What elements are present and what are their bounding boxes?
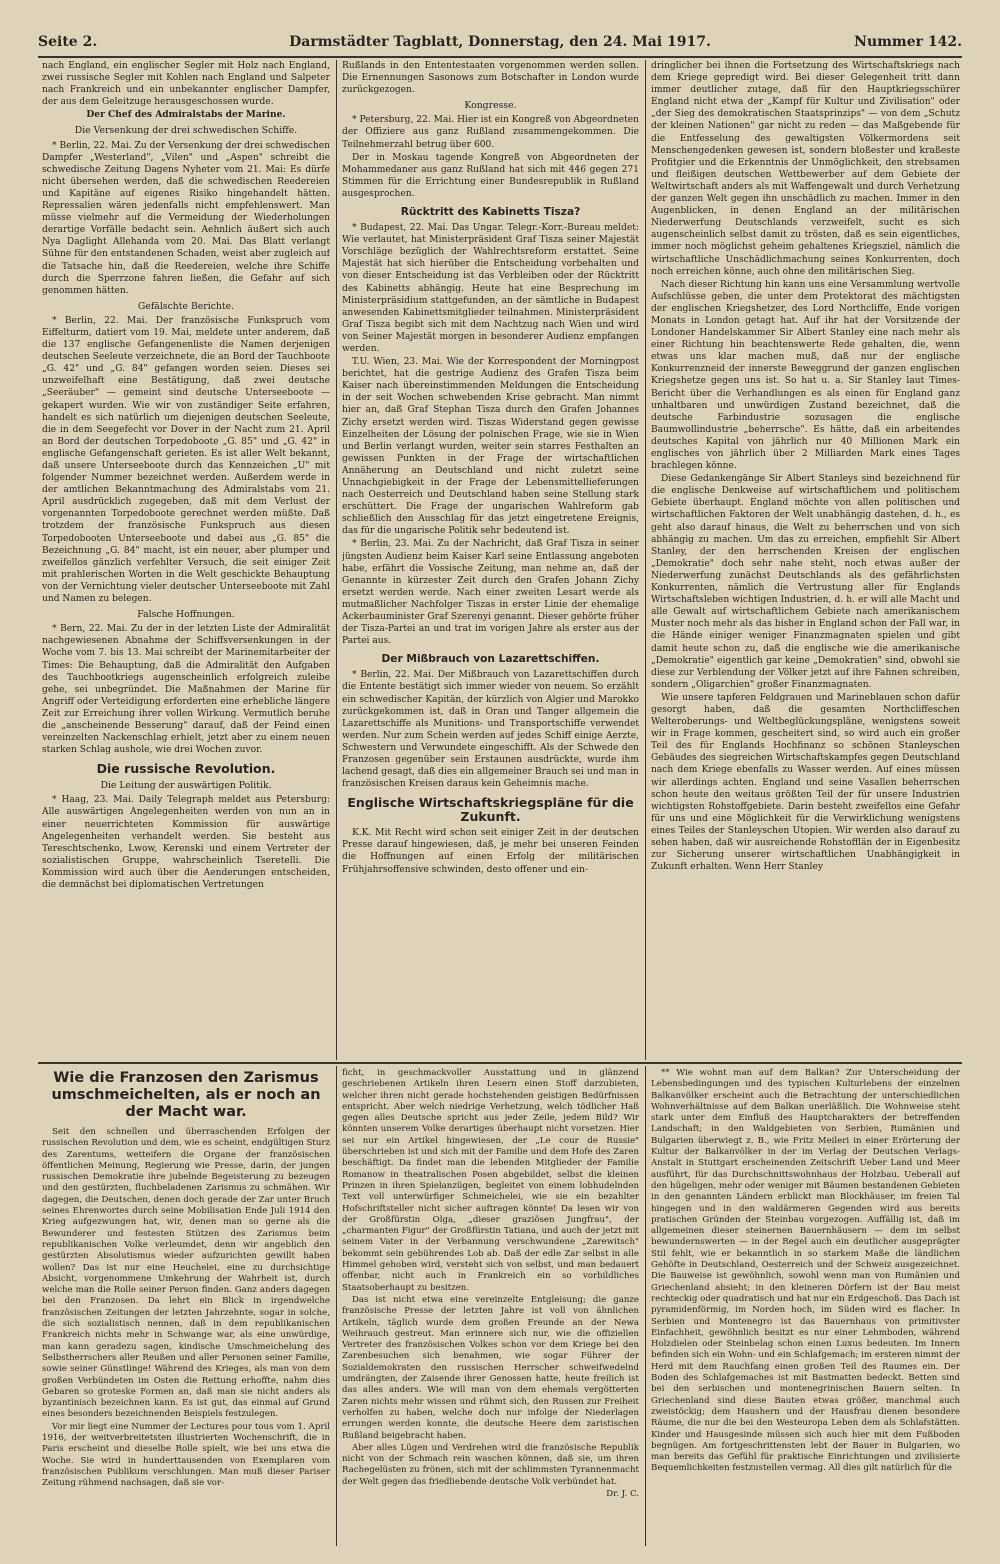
- masthead-rule: [38, 56, 962, 58]
- headline: Der Mißbrauch von Lazarettschiffen.: [381, 653, 600, 666]
- paragraph: Das ist nicht etwa eine vereinzelte Entgleisung; die ganze französische Presse der letzten Jahre ist voll von ähnlichen Artikeln, täglich wurde dem großen Freunde an der Newa Weihrauch gestreut. Man erinnere sich nur, wie die offiziellen Vertreter des französischen Volkes schon vor dem Kriege bei den Zarenbesuchen sich benahmen, wie sogar Führer der Sozialdemokraten den russischen Herrscher schweifwedelnd umdrängten, der Zaisende ihrer Genossen hatte, heute freilich ist das alles anders. Wie will man von dem ehemals vergötterten Zaren nichts mehr wissen und rühmt sich, den Russen zur Freiheit verholfen zu haben, welche doch nur infolge der Niederlagen errungen werden konnte, die deutsche Heere dem zaristischen Rußland beigebracht haben.: [342, 1294, 639, 1441]
- bottom-column-2: [342, 1068, 639, 1552]
- column-divider-1: [336, 60, 337, 1060]
- paragraph: Wie unsere tapferen Feldgrauen und Marineblauen schon dafür gesorgt haben, daß die gesamten Northcliffeschen Welteroberungs- und Weltbeglückungspläne, wenigstens soweit wir in Frage kommen, gescheitert sind, so wird auch ein großer Teil des für Englands Hochfinanz so schönen Stanleyschen Gebäudes des siegreichen Wirtschaftskampfes gegen Deutschland nach dem Kriege ebenfalls zu Wasser werden. Auf eines müssen wir allerdings achten. England und seine Vasallen beherrschen schon heute den weitaus größten Teil der für unsere Industrien wichtigsten Rohstoffgebiete. Darin besteht zweifellos eine Gefahr für uns und eine Möglichkeit für die Verwirklichung wenigstens eines Teiles der Stanleyschen Utopien. Wir werden also darauf zu sehen haben, daß wir ausreichende Rohstofflän der in Eigenbesitz zur Sicherung unserer wirtschaftlichen Unabhängigkeit in Zukunft erhalten. Wenn Herr Stanley: [651, 692, 960, 873]
- paragraph: * Berlin, 22. Mai. Der Mißbrauch von Lazarettschiffen durch die Entente bestätigt sich immer wieder von neuem. So erzählt ein schwedischer Kapitän, der kürzlich von Algier und Marokko zurückgekommen ist, daß in Oran und Tanger allgemein die Lazarettschiffe als Munitions- und Transportschiffe verwendet werden. Nur zum Schein werden auf jedes Schiff einige Aerzte, Schwestern und Verwundete eingeschifft. Als der Schwede den Franzosen gegenüber sein Erstaunen ausdrückte, wurde ihm lachend gesagt, daß dies ein allgemeiner Brauch sei und man in französischen Kreisen daraus kein Geheimnis mache.: [342, 670, 639, 790]
- paragraph: * Berlin, 23. Mai. Zu der Nachricht, daß Graf Tisza in seiner jüngsten Audienz beim Kaiser Karl seine Entlassung angeboten habe, erfährt die Vossische Zeitung, man nehme an, daß der Genannte in kürzester Zeit durch den Grafen Johann Zichy ersetzt werden werde. Nach einer zweiten Lesart werde als mutmaßlicher Nachfolger Tiszas in erster Linie der ehemalige Ackerbauminister Graf Szerenyi genannt. Dieser gehörte früher der Tisza-Partei an und trat im vorigen Jahre als erster aus der Partei aus.: [342, 539, 639, 647]
- paragraph: T.U. Wien, 23. Mai. Wie der Korrespondent der Morningpost berichtet, hat die gestrige Audienz des Grafen Tisza beim Kaiser nach übereinstimmenden Meldungen die Entscheidung in der seit Wochen schwebenden Krise gebracht. Man nimmt hier an, daß Graf Stephan Tisza durch den Grafen Johannes Zichy ersetzt werden wird. Tiszas Widerstand gegen gewisse Einzelheiten der Lösung der polnischen Frage, wie sie in Wien und Berlin verlangt wurden, weiter sein starres Festhalten an gewissen Punkten in der Frage der wirtschaftlichen Annäherung an Deutschland und nicht zuletzt seine Unnachgiebigkeit in der Frage der Lebensmittellieferungen nach Oesterreich und Deutschland haben seine Stellung stark erschüttert. Die Frage der ungarischen Wahlreform gab schließlich den Ausschlag für das jetzt eingetretene Ereignis, das für die ungarische Politik sehr bedeutend ist.: [342, 357, 639, 537]
- paragraph: Vor mir liegt eine Nummer der Lectures pour tous vom 1. April 1916, der weitverbreitetsten illustrierten Wochenschrift, die in Paris erscheint und dieselbe Rolle spielt, wie bei uns etwa die Woche. Sie wird in hunderttausenden von Exemplaren vom französischen Publikum verschlungen. Man muß dieser Pariser Zeitung rühmend nachsagen, daß sie vor-: [42, 1421, 330, 1489]
- signature: Dr. J. C.: [606, 1488, 639, 1499]
- paragraph: * Berlin, 22. Mai. Zu der Versenkung der drei schwedischen Dampfer „Westerland", „Vilen" und „Aspen" schreibt die schwedische Zeitung Dagens Nyheter vom 21. Mai: Es dürfe nicht übersehen werden, daß die schwedischen Reedereien und Kapitäne auf eigenes Risiko hingehandelt hätten. Repressalien wären jedenfalls nicht empfehlenswert. Man müsse vielmehr auf die Vermeidung der Wiederholungen derartige Vorfälle bedacht sein. Aehnlich äußert sich auch Nya Daglight Allehanda vom 20. Mai. Das Blatt verlangt Sühne für den entstandenen Schaden, weist aber zugleich auf die Tatsache hin, daß die Reedereien, welche ihre Schiffe durch die Sperrzone fahren ließen, die Gefahr auf sich genommen hätten.: [42, 140, 330, 296]
- column-divider-2: [645, 60, 646, 1060]
- bottom-column-1: [42, 1068, 330, 1552]
- paragraph: Seit den schnellen und überraschenden Erfolgen der russischen Revolution und dem, wie es scheint, endgültigen Sturz des Zarentums, wetteifern die Organe der französischen öffentlichen Meinung, Regierung wie Presse, darin, der jungen russischen Demokratie ihre jubelnde Begeisterung zu bezeugen und den gestürzten, fluchbeladenen Zarismus zu schmähen. Wir dagegen, die Deutschen, denen doch gerade der Zar unter Bruch seines Ehrenwortes durch seine Mobilisation Ende Juli 1914 den Krieg aufgezwungen hat, wir, denen man so gerne als die Bewunderer und festesten Stützen des Zarismus beim republikanischen Volke verleumdet, denn wir angeblich den gestürzten Absolutismus wieder aufzurichten gewillt haben wollen? Das ist nur eine Heuchelei, eine zu durchsichtige Absicht, vorgenommene Umkehrung der Wahrheit ist, durch welche man die Rolle seiner Person finden. Ganz anders dagegen bei den Franzosen. Da lehrt ein Blick in irgendwelche französischen Zeitungen der letzten Jahrzehnte, sogar in solche, die sich sozialistisch nennen, daß in dem republikanischen Frankreich nichts mehr in Schwange war, als eine unwürdige, man kann geradezu sagen, kindische Umschmeichelung des Selbstherrschers aller Reußen und aller Personen seiner Familie, sowie seiner Günstlinge! Während des Krieges, als man von dem großen Verbündeten im Osten die Rettung erhoffte, nahm dies Gebaren so groteske Formen an, daß man sie nicht anders als byzantinisch bezeichnen kann. Es ist gut, das einmal auf Grund eines besonders bezeichnenden Beispiels festzulegen.: [42, 1127, 330, 1420]
- paragraph: * Budapest, 22. Mai. Das Ungar. Telegr.-Korr.-Bureau meldet: Wie verlautet, hat Ministerpräsident Graf Tisza seiner Majestät Vorschläge bezüglich der Wahlrechtsreform erstattet. Seine Majestät hat sich hierüber die Entscheidung vorbehalten und von dieser Entscheidung ist das Verbleiben oder der Rücktritt des Kabinetts abhängig. Heute hat eine Besprechung im Ministerpräsidium stattgefunden, an der sämtliche in Budapest anwesenden Kabinettsmitglieder teilnahmen. Ministerpräsident Graf Tisza begibt sich mit dem Nachtzug nach Wien und wird von Seiner Majestät morgen in besonderer Audienz empfangen werden.: [342, 223, 639, 354]
- newspaper-title-date: Darmstädter Tagblatt, Donnerstag, den 24. Mai 1917.: [289, 34, 711, 50]
- headline: Englische Wirtschaftskriegspläne für die Zukunft.: [347, 795, 634, 825]
- masthead: [38, 34, 962, 54]
- paragraph: K.K. Mit Recht wird schon seit einiger Zeit in der deutschen Presse darauf hingewiesen, daß, je mehr bei unseren Feinden die Hoffnungen auf einen Erfolg der militärischen Frühjahrsoffensive schwinden, desto offener und ein-: [342, 828, 639, 875]
- paragraph: Diese Gedankengänge Sir Albert Stanleys sind bezeichnend für die englische Denkweise auf wirtschaftlichem und politischem Gebiete überhaupt. England möchte von allen politischen und wirtschaftlichen Faktoren der Welt unabhängig dastehen, d. h., es geht also darauf hinaus, die Welt zu beherrschen und von sich abhängig zu machen. Um das zu erreichen, empfiehlt Sir Albert Stanley, der den herrschenden Kreisen der englischen „Demokratie" doch sehr nahe steht, noch etwas außer der Niederwerfung zunächst Deutschlands als des gefährlichsten Konkurrenten, nämlich die Vertrustung aller für Englands Wirtschaftsleben wichtigen Industrien, d. h. er will alle Macht und alle Gewalt auf wirtschaftlichem Gebiete nach amerikanischem Muster noch mehr als das bisher in England schon der Fall war, in die Hände einiger weniger Finanzmagnaten spielen und gibt damit heute schon zu, daß die englische wie die amerikanische „Demokratie" eigentlich gar keine „Demokratien" sind, obwohl sie diese zur Verblendung der Völker jetzt auf ihre Fahnen schreiben, sondern „Oligarchien" großer Finanzmagnaten.: [651, 474, 960, 690]
- subheading: Kongresse.: [464, 100, 517, 112]
- paragraph: * Haag, 23. Mai. Daily Telegraph meldet aus Petersburg: Alle auswärtigen Angelegenheiten werden von nun an in einer neuerrichteten Kommission für auswärtige Angelegenheiten verhandelt werden. Sie besteht aus Tereschtschenko, Lwow, Kerenski und einem Vertreter der sozialistischen Gruppe, wahrscheinlich Tseretelli. Die Kommission wird auch über die Aenderungen entscheiden, die demnächst bei diplomatischen Vertretungen: [42, 795, 330, 890]
- paragraph: Der in Moskau tagende Kongreß von Abgeordneten der Mohammedaner aus ganz Rußland hat sich mit 446 gegen 271 Stimmen für die Errichtung einer Bundesrepublik in Rußland ausgesprochen.: [342, 152, 639, 199]
- paragraph: Nach dieser Richtung hin kann uns eine Versammlung wertvolle Aufschlüsse geben, die unter dem Protektorat des mächtigsten der englischen Kriegshetzer, des Lord Northcliffe, Ende vorigen Monats in London getagt hat. Auf ihr hat der Vorsitzende der Londoner Handelskammer Sir Albert Stanley eine nach mehr als einer Richtung hin beachtenswerte Rede gehalten, die, wenn etwas uns klar machen muß, daß nur der englische Konkurrenzneid der innerste Beweggrund der ganzen englischen Kriegshetze gegen uns ist. So hat u. a. Sir Stanley laut Times-Bericht über die Verhandlungen es als einen für England ganz unhaltbaren und unwürdigen Zustand bezeichnet, daß die deutsche Farbindustrie sozusagen die englische Baumwollindustrie „beherrsche". Es hätte, daß ein arbeitendes deutsches Kapital von jährlich nur 40 Millionen Mark ein englisches von jährlich über 2 Milliarden Mark eines Tages brachlegen könne.: [651, 279, 960, 472]
- section-divider: [38, 1062, 962, 1064]
- column-2: [342, 60, 639, 1060]
- paragraph: Rußlands in den Ententestaaten vorgenommen werden sollen. Die Ernennungen Sasonows zum Botschafter in London wurde zurückgezogen.: [342, 61, 639, 96]
- paragraph: * Bern, 22. Mai. Zu der in der letzten Liste der Admiralität nachgewiesenen Abnahme der Schiffsversenkungen in der Woche vom 7. bis 13. Mai schreibt der Marinemitarbeiter der Times: Die Behauptung, daß die Admiralität den Aufgaben des Tauchbootkriegs augenscheinlich erfolgreich zuleibe gehe, sei unbegründet. Die Maßnahmen der Marine für Angriff oder Verteidigung erforderten eine erhebliche längere Zeit zur Erreichung ihrer vollen Wirkung. Vermutlich beruhe die „anscheinende Besserung" darauf, daß der Feind einen vereinzelten Nackenschlag erhielt, jetzt aber zu einem neuen starken Schlag aushole, wie drei Wochen zuvor.: [42, 624, 330, 756]
- paragraph: ** Wie wohnt man auf dem Balkan? Zur Unterscheidung der Lebensbedingungen und des typischen Kulturlebens der einzelnen Balkanvölker erscheint auch die Betrachtung der unterschiedlichen Wohnverhältnisse auf dem Balkan unerläßlich. Die Wohnweise steht stark unter dem Einfluß des Hauptcharakters der betreffenden Landschaft; in den Waldgebieten von Serbien, Rumänien und Bulgarien überwiegt z. B., wie Fritz Meileri in einer Erörterung der Kultur der Balkanvölker in der im Verlag der Deutschen Verlags-Anstalt in Stuttgart erscheinenden Zeitschrift Ueber Land und Meer ausführt, für das Durchschnittswohnhaus der Holzbau. Ueberall auf den hügeligen, mehr oder weniger mit Bäumen bestandenen Gebieten in den genannten Ländern erblickt man Blockhäuser, im freien Tal hingegen und in den waldärmeren Gegenden wird aus bereits pratischen Gründen der Steinbau vorgezogen. Auffällig ist, daß im allgemeinen dieser steinernen Bauernhäusern — dem im selbst bewundernswerten — in der Regel auch ein deutlicher ausgeprägter Stil fehlt, wie er bekanntlich in so starkem Maße die ländlichen Gehöfte in Deutschland, Oesterreich und der Schweiz ausgezeichnet. Die Bauweise ist gewöhnlich, sowohl wenn man von Rumänien und Griechenland absieht; in den kleineren Dörfern ist der Bau meist rechteckig oder quadratisch und hat nur ein Erdgeschoß. Das Dach ist pyramidenförmig, im Norden hoch, im Süden wird es flacher. In Serbien und Montenegro ist das Bauernhaus von primitivster Einfachheit, gewöhnlich besitzt es nur einer Lehmboden, während Holzdielen oder Steinbelag schon einen Luxus bedeuten. Im Innern befinden sich ein Wohn- und ein Schlafgemach; im ersteren nimmt der Herd mit dem Rauchfang einen großen Teil des Raumes ein. Der Boden des Schlafgemaches ist mit Bastmatten bedeckt. Betten sind bei den serbischen und montenegrinischen Bauern selten. In Griechenland sind diese Bauten etwas größer, manchmal auch zweistöckig; dem Haushern und der Hausfrau dienen besondere Räume, die nur die bei den Westeuropa Leben dem als Schlafstätten. Kinder und Hausgesinde müssen sich auch hier mit dem Fußboden begnügen. Am fortgeschrittensten lebt der Bauer in Bulgarien, wo man bereits das Gefühl für praktische Einrichtungen und zivilisierte Bequemlichkeiten festzustellen vermag. All dies gilt natürlich für die: [651, 1068, 960, 1474]
- subheading: Gefälschte Berichte.: [137, 300, 235, 312]
- paragraph: dringlicher bei ihnen die Fortsetzung des Wirtschaftskriegs nach dem Kriege gepredigt wird. Bei dieser Gelegenheit tritt dann immer deutlicher zutage, daß für den Hauptkriegsschürer England nicht etwa der „Kampf für Kultur und Zivilisation" oder „der Sieg des demokratischen Staatsprinzips" — von dem „Schutz der kleinen Nationen" gar nicht zu reden — das Maßgebende für die Entfesselung des gewaltigsten Völkermordens seit Menschengedenken gewesen ist, sondern bloßester und kraßeste Profitgier und die Erkenntnis der Unmöglichkeit, den strebsamen und fleißigen deutschen Wettbewerber auf dem Gebiete der Weltwirtschaft anders als mit Waffengewalt und durch Verhetzung der ganzen Welt gegen ihn unschädlich zu machen. Immer in den Augenblicken, in denen England an der militärischen Niederwerfung Deutschlands verzweifelt, sucht es sich augenscheinlich selbst damit zu trösten, daß es sein eigentliches, immer noch möglichst geheim gehaltenes Kriegsziel, nämlich die wirtschaftliche Unschädlichmachung seines Konkurrenten, doch noch erreichen könne, auch ohne den militärischen Sieg.: [651, 61, 960, 277]
- column-divider-3: [336, 1066, 337, 1546]
- paragraph: Aber alles Lügen und Verdrehen wird die französische Republik nicht von der Schmach rein waschen können, daß sie, um ihren Rachegelüsten zu frönen, sich mit der schlimmsten Tyrannenmacht der Welt gegen das friedliebende deutsche Volk verbündet hat.: [342, 1442, 639, 1487]
- paragraph: nach England, ein englischer Segler mit Holz nach England, zwei russische Segler mit Kohlen nach England und Salpeter nach Frankreich und ein unbekannter englischer Dampfer, der aus dem Geleitzuge herausgeschossen wurde.: [42, 61, 330, 108]
- column-divider-4: [645, 1066, 646, 1546]
- paragraph: * Petersburg, 22. Mai. Hier ist ein Kongreß von Abgeordneten der Offiziere aus ganz Rußland zusammengekommen. Die Teilnehmerzahl betrug über 600.: [342, 115, 639, 150]
- subheading: Die Leitung der auswärtigen Politik.: [100, 780, 272, 792]
- headline: Rücktritt des Kabinetts Tisza?: [400, 206, 581, 219]
- page-number: Seite 2.: [38, 34, 98, 50]
- paragraph: ficht, in geschmackvoller Ausstattung und in glänzend geschriebenen Artikeln ihren Lesern einen Stoff darzubieten, welcher ihren nicht gerade hochstehenden geistigen Bedürfnissen entspricht. Aber welch niedrige Verhetzung, welch tödlicher Haß gegen alles Deutsche spricht aus jeder Zeile, jedem Bild? Wir könnten unserem Volke derartiges überhaupt nicht vorsetzen. Hier sei nur ein Artikel hingewiesen, der „Le cour de Russie" überschrieben ist und sich mit der Familie und dem Hofe des Zaren beschäftigt. Da findet man die lebenden Mitglieder der Familie Romanow in theatralischen Posen abgebildet, selbst die kleinen Prinzen in ihren Spielanzügen, begleitet von einem lobhudelnden Text voll unterwürfiger Schmeichelei, wie sie ein bezahlter Hofschriftsteller nicht sicher auftragen könnte! Da lesen wir von der Großfürstin Olga, „dieser graziösen Jungfrau", der „charmanten Figur" der Großfürstin Tatiana, und auch der jetzt mit seinem Vater in der Verbannung verschwundene „Zarewitsch" bekommt sein gebührendes Lob ab. Daß der edle Zar selbst in alle Himmel gehoben wird, versteht sich von selbst, und man bedauert offenbar, nicht auch in Frankreich ein so vorbildliches Staatsoberhaupt zu besitzen.: [342, 1068, 639, 1293]
- subheading: Die Versenkung der drei schwedischen Schiffe.: [74, 125, 298, 137]
- issue-number: Nummer 142.: [854, 34, 962, 50]
- bottom-column-3: [651, 1068, 960, 1552]
- signature: Der Chef des Admiralstabs der Marine.: [86, 109, 286, 121]
- paragraph: * Berlin, 22. Mai. Der französische Funkspruch vom Eiffelturm, datiert vom 19. Mai, meldete unter anderem, daß die 137 englische Gefangenenliste die Namen derjenigen deutschen Seeleute verzeichnete, die an Bord der Tauchboote „G. 42" und „G. 84" gefangen worden seien. Dieses sei unzweifelhaft eine Bestätigung, daß zwei deutsche „Seeräuber" — gemeint sind deutsche Unterseeboote — gekapert wurden. Wie wir von zuständiger Seite erfahren, handelt es sich natürlich um diejenigen deutschen Seeleute, die in dem Seegefecht vor Dover in der Nacht zum 21. April an Bord der deutschen Torpedoboote „G. 85" und „G. 42" in englische Gefangenschaft gerieten. Es ist aller Welt bekannt, daß unsere Unterseeboote durch das Kennzeichen „U" mit folgender Nummer bezeichnet werden. Außerdem werde in der amtlichen Bekanntmachung des Admiralstabs vom 21. April ausdrücklich zugegeben, daß mit dem Verlust der vorgenannten Torpedoboote gerechnet werden müßte. Daß trotzdem der französische Funkspruch aus diesen Torpedobooten Unterseeboote und dabei aus „G. 85" die Bezeichnung „G. 84" macht, ist ein neuer, aber plumper und zweifellos gänzlich verfehlter Versuch, die seit einiger Zeit mit prahlerischen Worten in die Welt geschickte Behauptung von der Vernichtung vieler deutscher Unterseeboote mit Zahl und Namen zu belegen.: [42, 315, 330, 605]
- headline: Wie die Franzosen den Zarismus umschmeichelten, als er noch an der Macht war.: [51, 1070, 321, 1120]
- column-1: [42, 60, 330, 1060]
- subheading: Falsche Hoffnungen.: [137, 609, 235, 621]
- column-3: [651, 60, 960, 1060]
- headline: Die russische Revolution.: [96, 761, 276, 777]
